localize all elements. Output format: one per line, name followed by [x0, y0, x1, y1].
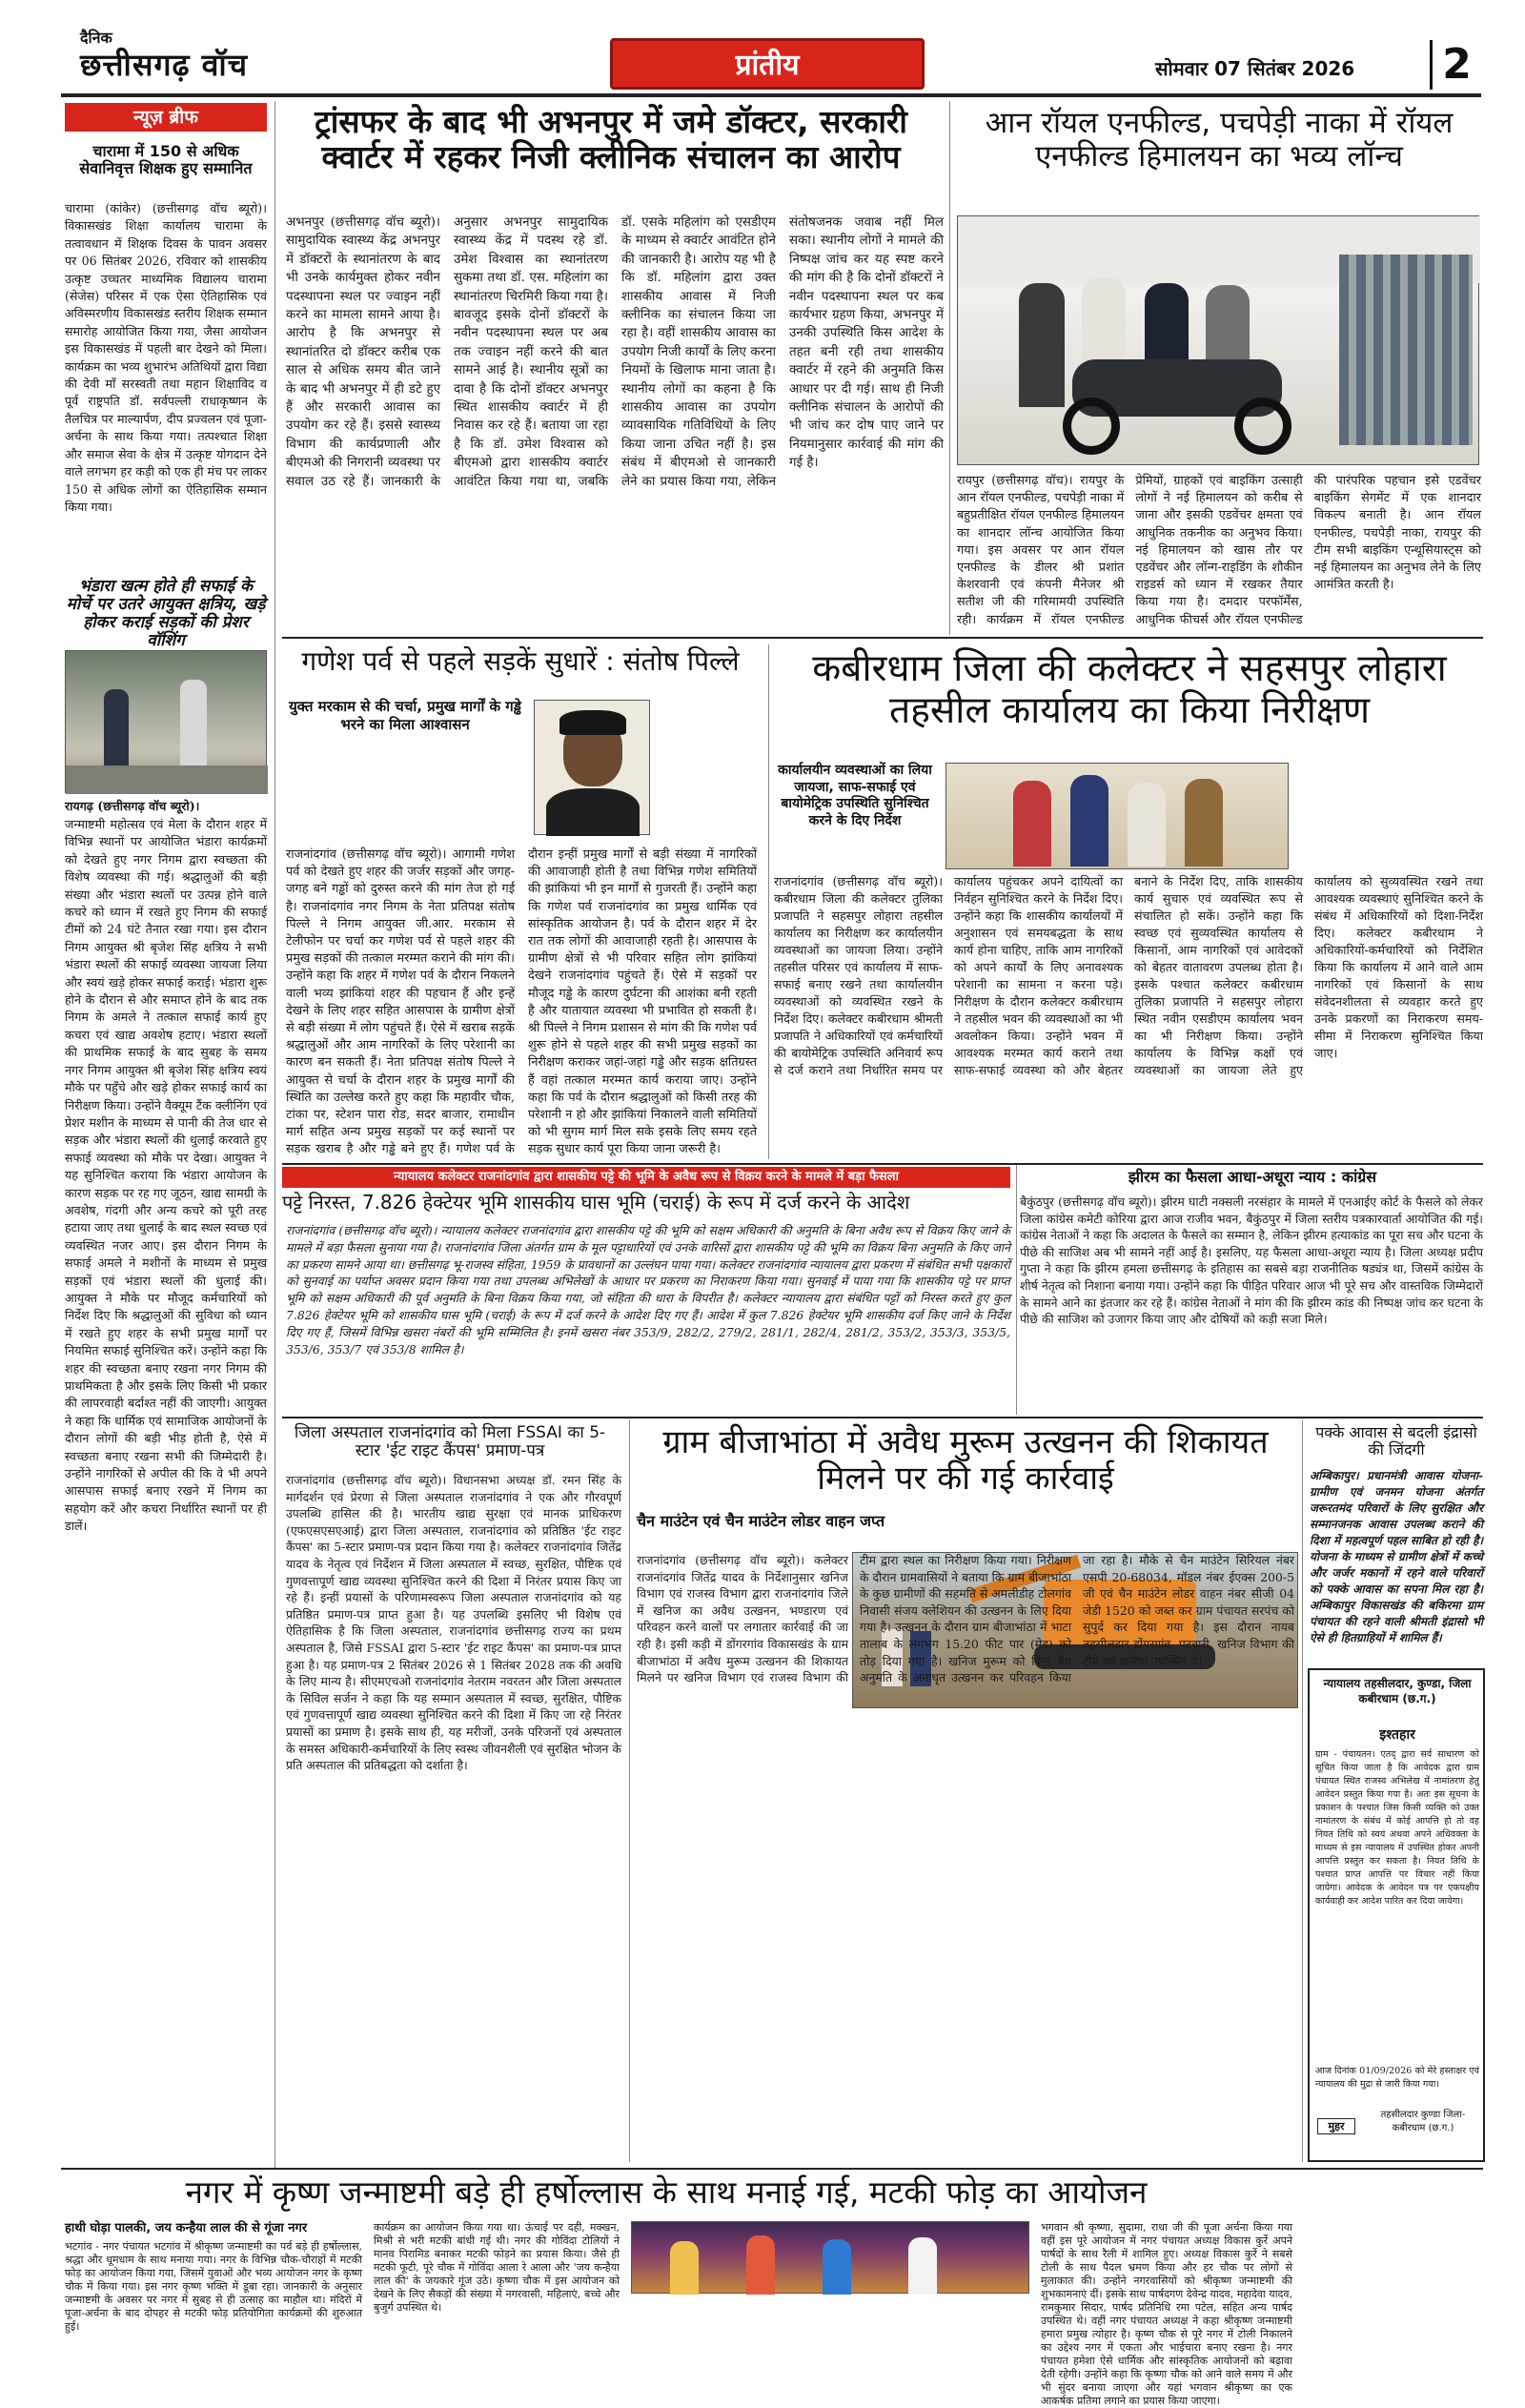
ganesh-body: राजनांदगांव (छत्तीसगढ़ वॉच ब्यूरो)। आगामी गणेश पर्व को देखते हुए शहर की जर्जर सड़कों और जगह-जगह बने गड्ढों को दुरुस्त करने की मांग तेज हो गई है। राजनांदगांव नगर निगम के नेता प्रतिपक्ष संतोष पिल्ले ने निगम आयुक्त जी.आर. मरकाम से टेलीफोन पर चर्चा कर गणेश पर्व से पहले शहर की प्रमुख सड़कों की तत्काल मरम्मत कराने की मांग की। उन्होंने कहा कि शहर में गणेश पर्व के दौरान निकलने वाली भव्य झांकियां शहर की पहचान हैं और इन्हें देखने के लिए शहर सहित आसपास के ग्रामीण क्षेत्रों से बड़ी संख्या में लोग पहुंचते हैं। ऐसे में खराब सड़कें श्रद्धालुओं और आम नागरिकों के लिए परेशानी का कारण बन सकती हैं। नेता प्रतिपक्ष संतोष पिल्ले ने आयुक्त से चर्चा के दौरान शहर के प्रमुख मार्गों की स्थिति का उल्लेख करते हुए कहा कि महावीर चौक, टांका पर, स्टेशन पारा रोड, सदर बाजार, रामाधीन मार्ग सहित अन्य प्रमुख सड़कों पर कई स्थानों पर सड़क खराब है और गड्ढे बने हुए हैं। गणेश पर्व के दौरान इन्हीं प्रमुख मार्गों से बड़ी संख्या में नागरिकों की आवाजाही होती है तथा विभिन्न गणेश समितियों की झांकियां भी इन मार्गों से गुजरती हैं। उन्होंने कहा कि गणेश पर्व राजनांदगांव का प्रमुख धार्मिक एवं सांस्कृतिक आयोजन है। पर्व के दौरान शहर में देर रात तक लोगों की आवाजाही रहती है। आसपास के ग्रामीण क्षेत्रों से भी परिवार सहित लोग झांकियां देखने राजनांदगांव पहुंचते हैं। ऐसे में सड़कों पर मौजूद गड्ढे के कारण दुर्घटना की आशंका बनी रहती है और यातायात व्यवस्था भी प्रभावित हो सकती है। श्री पिल्ले ने निगम प्रशासन से मांग की कि गणेश पर्व शुरू होने से पहले शहर की सभी प्रमुख सड़कों का निरीक्षण कराकर जहां-जहां गड्ढे और सड़क क्षतिग्रस्त हैं वहां तत्काल मरम्मत कार्य कराया जाए। उन्होंने कहा कि पर्व के दौरान श्रद्धालुओं को किसी तरह की परेशानी न हो और झांकियां निकालने वाली समितियों को भी सुगम मार्ग मिल सके इसके लिए समय रहते सड़क सुधार कार्य पूरा किया जाना जरूरी है। — [286, 847, 757, 1157]
court-headline: पट्टे निरस्त, 7.826 हेक्टेयर भूमि शासकीय घास भूमि (चराई) के रूप में दर्ज करने के आदेश — [282, 1191, 910, 1214]
jheeram-body: बैकुंठपुर (छत्तीसगढ़ वॉच ब्यूरो)। झीरम घाटी नक्सली नरसंहार के मामले में एनआईए कोर्ट के फैसले को लेकर जिला कांग्रेस कमेटी कोरिया द्वारा आज राजीव भवन, बैकुंठपुर में जिला स्तरीय पत्रकारवार्ता आयोजित की गई। कांग्रेस नेताओं ने कहा कि अदालत के फैसले का सम्मान है, लेकिन झीरम हत्याकांड का पूरा सच और घटना के पीछे की साजिश अब भी सामने नहीं आई है। इसलिए, यह फैसला आधा-अधूरा न्याय है। जिला अध्यक्ष प्रदीप गुप्ता ने कहा कि झीरम हमला छत्तीसगढ़ के इतिहास का सबसे बड़ा राजनीतिक षड्यंत्र था, जिसमें कांग्रेस के शीर्ष नेतृत्व को निशाना बनाया गया। उन्होंने कहा कि पीड़ित परिवार आज भी पूरे सच और वास्तविक जिम्मेदारों के सामने आने का इंतजार कर रहे हैं। कांग्रेस नेताओं ने मांग की कि झीरम कांड की निष्पक्ष जांच कर घटना के पीछे की साजिश को उजागर किया जाए और दोषियों को कड़ी सजा मिले। — [1020, 1194, 1483, 1327]
notice-body: ग्राम - पंचायतन। एतद् द्वारा सर्व साधारण को सूचित किया जाता है कि आवेदक द्वारा ग्राम पंचायत स्थित राजस्व अभिलेख में नामांतरण हेतु आवेदन प्रस्तुत किया गया है। अतः इस सूचना के प्रकाशन के पश्चात जिस किसी व्यक्ति को उक्त नामांतरण के संबंध में कोई आपत्ति हो तो वह नियत तिथि को स्वयं अथवा अपने अधिवक्ता के माध्यम से इस न्यायालय में उपस्थित होकर अपनी आपत्ति प्रस्तुत कर सकता है। नियत तिथि के पश्चात प्राप्त आपत्ति पर विचार नहीं किया जायेगा। आवेदक के आवेदन पत्र पर एकपक्षीय कार्यवाही कर आदेश पारित कर दिया जायेगा। — [1315, 1749, 1479, 1907]
page-number: 2 — [1430, 40, 1481, 90]
masthead-rule — [61, 93, 1481, 97]
brief-headline-2: भंडारा खत्म होते ही सफाई के मोर्चे पर उतरे आयुक्त क्षत्रिय, खड़े होकर कराई सड़कों की प्रेशर वॉशिंग — [66, 577, 266, 651]
fssai-body: राजनांदगांव (छत्तीसगढ़ वॉच ब्यूरो)। विधानसभा अध्यक्ष डॉ. रमन सिंह के मार्गदर्शन एवं प्रेरणा से जिला अस्पताल राजनांदगांव ने एक और गौरवपूर्ण उपलब्धि हासिल की है। भारतीय खाद्य सुरक्षा एवं मानक प्राधिकरण (एफएसएसएआई) द्वारा जिला अस्पताल, राजनांदगांव को प्रतिष्ठित 'ईट राइट कैंपस' का 5-स्टार प्रमाण-पत्र प्रदान किया गया है। कलेक्टर राजनांदगांव जितेंद्र यादव के नेतृत्व एवं निर्देशन में जिला अस्पताल में स्वच्छ, सुरक्षित, पौष्टिक एवं गुणवत्तापूर्ण खाद्य व्यवस्था सुनिश्चित करने की दिशा में निरंतर प्रयास किए जा रहे हैं। इन्हीं प्रयासों के परिणामस्वरूप जिला अस्पताल राजनांदगांव को यह प्रतिष्ठित प्रमाण-पत्र प्राप्त हुआ है। यह उपलब्धि इसलिए भी विशेष एवं ऐतिहासिक है कि जिला अस्पताल, राजनांदगांव छत्तीसगढ़ राज्य का प्रथम अस्पताल है, जिसे FSSAI द्वारा 5-स्टार 'ईट राइट कैंपस' का प्रमाण-पत्र प्राप्त हुआ है। यह प्रमाण-पत्र 2 सितंबर 2026 से 1 सितंबर 2028 तक की अवधि के लिए मान्य है। सीएमएचओ राजनांदगांव नेतराम नवरतन और जिला अस्पताल के सिविल सर्जन ने कहा कि यह सम्मान अस्पताल में स्वच्छ, सुरक्षित, पौष्टिक एवं गुणवत्तापूर्ण खाद्य व्यवस्था सुनिश्चित करने की दिशा में किए जा रहे निरंतर प्रयासों का प्रमाण है। इसके साथ ही, यह मरीजों, उनके परिजनों एवं अस्पताल के समस्त अधिकारी-कर्मचारियों के लिए स्वस्थ जीवनशैली एवं सुरक्षित भोजन के प्रति अस्पताल की प्रतिबद्धता को दर्शाता है। — [286, 1473, 621, 1773]
brief-dateline-2: रायगढ़ (छत्तीसगढ़ वॉच ब्यूरो)। — [65, 799, 200, 813]
section-label: प्रांतीय — [735, 49, 800, 82]
column-rule — [949, 101, 950, 635]
enfield-body: रायपुर (छत्तीसगढ़ वॉच)। रायपुर के आन रॉयल एनफील्ड, पचपेड़ी नाका में बहुप्रतीक्षित रॉयल एनफील्ड हिमालयन का शानदार लॉन्च आयोजित किया गया। इस अवसर पर आन रॉयल एनफील्ड के डीलर श्री प्रशांत केशरवानी एवं कंपनी मैनेजर श्री सतीश जी की गरिमामयी उपस्थिति रही। कार्यक्रम में रॉयल एनफील्ड प्रेमियों, ग्राहकों एवं बाइकिंग उत्साही लोगों ने नई हिमालयन को करीब से जाना और इसकी एडवेंचर क्षमता एवं आधुनिक तकनीक का अनुभव किया। नई हिमालयन को खास तौर पर एडवेंचर और लॉन्ग-राइडिंग के शौकीन राइडर्स को ध्यान में रखकर तैयार किया गया है। दमदार परफॉर्मेंस, आधुनिक फीचर्स और रॉयल एनफील्ड की पारंपरिक पहचान इसे एडवेंचर बाइकिंग सेगमेंट में एक शानदार विकल्प बनाती है। आन रॉयल एनफील्ड, पचपेड़ी नाका, रायपुर की टीम सभी बाइकिंग एन्थूसियास्ट्स को नई हिमालयन का अनुभव लेने के लिए आमंत्रित करती है। — [957, 474, 1481, 627]
notice-date: आज दिनांक 01/09/2026 को मेरे हस्ताक्षर एवं न्यायालय की मुद्रा से जारी किया गया। — [1315, 2066, 1479, 2090]
murrum-headline: ग्राम बीजाभांठा में अवैध मुरूम उत्खनन की शिकायत मिलने पर की गई कार्रवाई — [662, 1423, 1269, 1499]
column-rule — [274, 101, 275, 2170]
ganesh-portrait — [534, 700, 650, 835]
section-rule — [282, 637, 1483, 639]
awas-headline: पक्के आवास से बदली इंद्रासो की जिंदगी — [1315, 1423, 1477, 1459]
issue-date: सोमवार 07 सितंबर 2026 — [1155, 57, 1355, 80]
section-rule — [282, 1163, 1483, 1165]
brief-headline-1: चारामा में 150 से अधिक सेवानिवृत्त शिक्षक हुए सम्मानित — [79, 142, 253, 177]
masthead-daily: दैनिक — [80, 29, 112, 47]
murrum-body: राजनांदगांव (छत्तीसगढ़ वॉच ब्यूरो)। कलेक्टर राजनांदगांव जितेंद्र यादव के निर्देशानुसार खनिज विभाग एवं राजस्व विभाग द्वारा राजनांदगांव जिले में खनिज का अवैध उत्खनन, भण्डारण एवं परिवहन करने वालों पर लगातार कार्रवाई की जा रही है। इसी कड़ी में डोंगरगांव विकासखंड के ग्राम बीजाभांठा में अवैध मुरूम उत्खनन की शिकायत मिलने पर खनिज विभाग एवं राजस्व विभाग की टीम द्वारा स्थल का निरीक्षण किया गया। निरीक्षण के दौरान ग्रामवासियों ने बताया कि ग्राम बीजाभांठा के कुछ ग्रामीणों की सहमति से अमलीडीह टोलगांव निवासी संजय क्लेशियन की उत्खनन के लिए दिया गया है। उत्खनन के दौरान ग्राम बीजाभांठा में भाटा तालाब के लगभग 15.20 फीट पार (मेड) को तोड़ दिया गया है। खनिज मुरूम को बिना वैध अनुमति के अनाधृत उत्खनन कर परिवहन किया जा रहा है। मौके से चैन माउंटेन सिरियल नंबर एसपी 20-68034, मॉडल नंबर ईएक्स 200-5 जी एवं चैन माउंटेन लोडर वाहन नंबर सीजी 04 जेडी 1520 को जब्त कर ग्राम पंचायत सरपंच को सुपुर्द कर दिया गया है। इस दौरान नायब तहसीलदार डोंगरगांव, पटवारी, खनिज विभाग की टीम एवं ग्रामीण उपस्थित थे। — [637, 1553, 1294, 1685]
notice-office: न्यायालय तहसीलदार, कुण्डा, जिला कबीरधाम (छ.ग.) — [1323, 1677, 1472, 1705]
ganesh-headline: गणेश पर्व से पहले सड़कें सुधारें : संतोष पिल्ले — [301, 645, 740, 677]
notice-seal: मुहर — [1317, 2118, 1355, 2134]
janmashtami-subhead-1: हाथी घोड़ा पालकी, जय कन्हैया लाल की से गूंजा नगर — [65, 2221, 308, 2235]
enfield-headline: आन रॉयल एनफील्ड, पचपेड़ी नाका में रॉयल एनफील्ड हिमालयन का भव्य लॉन्च — [985, 106, 1454, 173]
court-body: राजनांदगांव (छत्तीसगढ़ वॉच ब्यूरो)। न्यायालय कलेक्टर राजनांदगांव द्वारा शासकीय पट्टे की भूमि को सक्षम अधिकारी की अनुमति के बिना अवैध रूप से विक्रय किए जाने के मामले में बड़ा फैसला सुनाया गया है। राजनांदगांव जिला अंतर्गत ग्राम के मूल पट्टाधारियों एवं उनके वारिसों द्वारा शासकीय पट्टे की भूमि का विक्रय बिना अनुमति के किए जाने का प्रकरण सामने आया था। छत्तीसगढ़ भू-राजस्व संहिता, 1959 के प्रावधानों का उल्लंघन पाया गया। कलेक्टर राजनांदगांव न्यायालय द्वारा प्रकरण में संबंधित सभी पक्षकारों को सुनवाई का पर्याप्त अवसर प्रदान किया गया तथा उपलब्ध अभिलेखों के आधार पर प्रकरण का निराकरण किया गया। सुनवाई में पाया गया कि शासकीय पट्टे पर प्राप्त भूमि को सक्षम अधिकारी की पूर्व अनुमति के बिना विक्रय किया गया, जो संहिता की धारा के विपरीत है। कलेक्टर न्यायालय द्वारा संबंधित पट्टों को निरस्त करते हुए कुल 7.826 हेक्टेयर भूमि को शासकीय घास भूमि (चराई) के रूप में दर्ज करने के आदेश दिए गए हैं। आदेश में कुल 7.826 हेक्टेयर भूमि शासकीय दर्ज किए जाने के निर्देश दिए गए हैं, जिसमें विभिन्न खसरा नंबरों की भूमि सम्मिलित है। इनमें खसरा नंबर 353/9, 282/2, 279/2, 281/1, 282/4, 281/2, 353/2, 353/3, 353/5, 353/6, 353/7 एवं 353/8 शामिल है। — [286, 1223, 1010, 1357]
notice-title: इश्तहार — [1379, 1727, 1415, 1743]
court-notice — [1308, 1668, 1485, 2162]
brief-photo — [65, 650, 267, 793]
jheeram-headline: झीरम का फैसला आधा-अधूरा न्याय : कांग्रेस — [1128, 1168, 1377, 1186]
murrum-subhead: चैन माउंटेन एवं चैन माउंटेन लोडर वाहन जप्त — [637, 1512, 885, 1530]
column-rule — [629, 1420, 630, 2162]
janmashtami-body-5: भगवान श्री कृष्णा, सुदामा, राधा जी की पूजा अर्चना किया गया वहीं इस पूरे आयोजन में नगर पंचायत अध्यक्ष विकास कुर्रे अपने पार्षदों के साथ रैली में शामिल हुए। अध्यक्ष विकास कुर्रे ने सबसे टोली के साथ पैदल भ्रमण किया और हर चौक पर लोगों से मुलाकात की। उन्होंने नगरवासियों को श्रीकृष्ण जन्माष्टमी की शुभकामनाएं दीं। इसके साथ पार्षदगण देवेन्द्र यादव, महादेवा यादव, रामकुमार सिदार, पार्षद प्रतिनिधि रमा पटेल, सहित अन्य पार्षद उपस्थित थे। वहीं नगर पंचायत अध्यक्ष ने कहा श्रीकृष्ण जन्माष्टमी हमारा प्रमुख त्योहार है। कृष्ण चौक से पूरे नगर में टोली निकालने का उद्देश्य नगर में एकता और भाईचारा बनाए रखना है। नगर पंचायत हमेशा ऐसे धार्मिक और सांस्कृतिक आयोजनों को बढ़ावा देती रहेगी। उन्होंने कहा कि कृष्णा चौक को आने वाले समय में और भी सुंदर बनाया जाएगा और यहां भगवान श्रीकृष्ण का एक आकर्षक प्रतिमा लगाने का प्रयास किया जाएगा। — [1041, 2221, 1292, 2407]
kawardha-subhead: कार्यालयीन व्यवस्थाओं का लिया जायजा, साफ-सफाई एवं बायोमेट्रिक उपस्थिति सुनिश्चित करने के दिए निर्देश — [778, 763, 932, 828]
kawardha-headline: कबीरधाम जिला की कलेक्टर ने सहसपुर लोहारा तहसील कार्यालय का किया निरीक्षण — [812, 647, 1447, 732]
lead-headline: ट्रांसफर के बाद भी अभनपुर में जमे डॉक्टर, सरकारी क्वार्टर में रहकर निजी क्लीनिक संचालन का आरोप — [315, 103, 907, 175]
masthead-title: छत्तीसगढ़ वॉच — [80, 47, 249, 83]
column-rule — [1302, 1420, 1303, 2162]
court-kicker: न्यायालय कलेक्टर राजनांदगांव द्वारा शासकीय पट्टे की भूमि के अवैध रूप से विक्रय करने के मामले में बड़ा फैसला — [282, 1167, 1010, 1188]
brief-body-1: चारामा (कांकेर) (छत्तीसगढ़ वॉच ब्यूरो)। विकासखंड शिक्षा कार्यालय चारामा के तत्वावधान में शिक्षक दिवस के पावन अवसर पर 06 सितंबर 2026, रविवार को शासकीय उत्कृष्ट उच्चतर माध्यमिक विद्यालय चारामा (सेजेस) परिसर में एक ऐसा ऐतिहासिक एवं अविस्मरणीय विकासखंड स्तरीय शिक्षक सम्मान समारोह आयोजित किया गया, जैसा आयोजन इस विकासखंड में पहली बार देखने को मिला। कार्यक्रम का भव्य शुभारंभ अतिथियों द्वारा विद्या की देवी माँ सरस्वती तथा महान शिक्षाविद व पूर्व राष्ट्रपति डॉ. सर्वपल्ली राधाकृष्णन के तैलचित्र पर माल्यार्पण, दीप प्रज्वलन एवं पूजा-अर्चना के साथ किया गया। तत्पश्चात शिक्षा और समाज सेवा के क्षेत्र में उत्कृष्ट योगदान देने वाले लगभग हर कड़ी को एक ही मंच पर लाकर 150 से अधिक लोगों का ऐतिहासिक सम्मान किया गया। — [65, 201, 267, 514]
kawardha-body: राजनांदगांव (छत्तीसगढ़ वॉच ब्यूरो)। कबीरधाम जिला की कलेक्टर तुलिका प्रजापति ने सहसपुर लोहारा तहसील कार्यालय का निरीक्षण कर कार्यालयीन व्यवस्थाओं का जायजा लिया। उन्होंने तहसील परिसर एवं कार्यालय में साफ-सफाई बनाए रखने तथा कार्यालयीन व्यवस्थाओं को व्यवस्थित रखने के निर्देश दिए। कलेक्टर कबीरधाम श्रीमती प्रजापति ने अधिकारियों एवं कर्मचारियों की बायोमेट्रिक उपस्थिति अनिवार्य रूप से दर्ज कराने तथा निर्धारित समय पर कार्यालय पहुंचकर अपने दायित्वों का निर्वहन सुनिश्चित करने के निर्देश दिए। उन्होंने कहा कि शासकीय कार्यालयों में अनुशासन एवं समयबद्धता के साथ कार्य होना चाहिए, ताकि आम नागरिकों को अपने कार्यों के लिए अनावश्यक परेशानी का सामना न करना पड़े। निरीक्षण के दौरान कलेक्टर कबीरधाम ने तहसील भवन की व्यवस्थाओं का भी अवलोकन किया। उन्होंने भवन में आवश्यक मरम्मत कार्य कराने तथा साफ-सफाई व्यवस्था को और बेहतर बनाने के निर्देश दिए, ताकि शासकीय कार्य सुचारु एवं व्यवस्थित रूप से संचालित हो सकें। उन्होंने कहा कि स्वच्छ एवं सुव्यवस्थित कार्यालय से किसानों, आम नागरिकों एवं आवेदकों को बेहतर वातावरण उपलब्ध होता है। इसके पश्चात कलेक्टर कबीरधाम तुलिका प्रजापति ने सहसपुर लोहारा स्थित नवीन एसडीएम कार्यालय भवन का भी निरीक्षण किया। उन्होंने कार्यालय के विभिन्न कक्षों एवं व्यवस्थाओं का जायजा लेते हुए कार्यालय को सुव्यवस्थित रखने तथा आवश्यक व्यवस्थाएं सुनिश्चित करने के संबंध में अधिकारियों को दिशा-निर्देश दिए। कलेक्टर कबीरधाम ने अधिकारियों-कर्मचारियों को निर्देशित किया कि कार्यालय में आने वाले आम नागरिकों एवं किसानों के साथ संवेदनशीलता से व्यवहार करते हुए उनके प्रकरणों का निराकरण समय-सीमा में निराकरण सुनिश्चित किया जाए। — [774, 874, 1483, 1077]
janmashtami-photo — [631, 2221, 1029, 2294]
section-rule — [282, 1417, 1483, 1418]
janmashtami-headline: नगर में कृष्ण जन्माष्टमी बड़े ही हर्षोल्लास के साथ मनाई गई, मटकी फोड़ का आयोजन — [185, 2173, 1148, 2211]
news-brief-label: न्यूज़ ब्रीफ — [65, 103, 267, 132]
awas-body: अम्बिकापुर। प्रधानमंत्री आवास योजना-ग्रामीण एवं जनमन योजना अंतर्गत जरूरतमंद परिवारों के लिए सुरक्षित और सम्मानजनक आवास उपलब्ध कराने की दिशा में महत्वपूर्ण पहल साबित हो रही है। योजना के माध्यम से ग्रामीण क्षेत्रों में कच्चे और जर्जर मकानों में रहने वाले परिवारों को पक्के आवास का सपना मिल रहा है। अम्बिकापुर विकासखंड की बकिरमा ग्राम पंचायत की रहने वाली श्रीमती इंद्रासो भी ऐसे ही हितग्राहियों में शामिल हैं। — [1310, 1469, 1483, 1644]
ganesh-subhead: युक्त मरकाम से की चर्चा, प्रमुख मार्गों के गड्ढे भरने का मिला आश्वासन — [289, 698, 521, 733]
masthead — [0, 0, 1525, 95]
janmashtami-body-1: भटगांव - नगर पंचायत भटगांव में श्रीकृष्ण जन्माष्टमी का पर्व बड़े ही हर्षोल्लास, श्रद्धा और धूमधाम के साथ मनाया गया। नगर के विभिन्न चौक-चौराहों में मटकी फोड़ का आयोजन किया गया, जिसमें युवाओं और भव्य आयोजन नगर के कृष्ण चौक में किया गया। इस नगर कृष्ण भक्ति में डूबा रहा। जानकारी के अनुसार जन्माष्टमी के अवसर पर नगर में सुबह से ही उत्साह का माहौल था। मंदिरों में पूजा-अर्चना के बाद दोपहर से मटकी फोड़ प्रतियोगिता कार्यक्रमों की शुरुआत हुई। — [65, 2240, 362, 2333]
janmashtami-body-3: कार्यक्रम का आयोजन किया गया था। ऊंचाई पर दही, मक्खन, मिश्री से भरी मटकी बांधी गई थी। नगर की गोविंदा टोलियों ने मानव पिरामिड बनाकर मटकी फोड़ने का प्रयास किया। जैसे ही मटकी फूटी, पूरे चौक में गोविंदा आला रे आला और 'जय कन्हैया लाल की' के जयकारे गूंज उठे। कृष्णा चौक में इस आयोजन को देखने के लिए सैकड़ों की संख्या में नगरवासी, महिलाएं, बच्चे और बुजुर्ग उपस्थित थे। — [374, 2221, 620, 2314]
kawardha-photo — [946, 763, 1289, 869]
enfield-photo — [957, 215, 1479, 465]
column-rule — [768, 644, 769, 1159]
column-rule — [1016, 1165, 1017, 1415]
brief-body-2: जन्माष्टमी महोत्सव एवं मेला के दौरान शहर में विभिन्न स्थानों पर आयोजित भंडारा कार्यक्रमों को देखते हुए नगर निगम द्वारा स्वच्छता की विशेष व्यवस्था की गई। श्रद्धालुओं की बड़ी संख्या और भंडारा स्थलों पर उत्पन्न होने वाले कचरे को ध्यान में रखते हुए निगम की सफाई टीमों को 24 घंटे तैनात रखा गया। इस दौरान निगम आयुक्त श्री बृजेश सिंह क्षत्रिय ने सभी भंडारा स्थलों की सफाई व्यवस्था जायजा लिया और स्वयं खड़े होकर सफाई कराई। भंडारा शुरू होने के दौरान से और समाप्त होने के बाद तक निगम के अमले ने तत्काल सफाई कार्य हुए कचरा एवं खाद्य अवशेष हटाए। भंडारा स्थलों की प्राथमिक सफाई के बाद सुबह के समय नगर निगम आयुक्त श्री बृजेश सिंह क्षत्रिय स्वयं मौके पर पहुँचे और खड़े होकर सफाई कार्य का निरीक्षण किया। उन्होंने वैक्यूम टैंक क्लीनिंग एवं प्रेशर मशीन के माध्यम से पानी की तेज धार से सड़क और भंडारा स्थलों की धुलाई करवाते हुए सफाई व्यवस्था को मौके पर देखा। आयुक्त ने यह सुनिश्चित कराया कि भंडारा आयोजन के कारण सड़क पर रह गए जूठन, खाद्य सामग्री के अवशेष, गंदगी और अन्य कचरे को पूरी तरह हटाया जाए तथा धुलाई के बाद स्थल स्वच्छ एवं व्यवस्थित नजर आए। इस दौरान निगम के सफाई अमले ने मशीनों के माध्यम से प्रमुख सड़कों एवं भंडारा स्थलों की धुलाई की। आयुक्त ने मौके पर मौजूद कर्मचारियों को निर्देश दिए कि श्रद्धालुओं की सुविधा को ध्यान में रखते हुए शहर के सभी प्रमुख मार्गों पर नियमित सफाई सुनिश्चित करें। उन्होंने कहा कि शहर की स्वच्छता बनाए रखना नगर निगम की प्राथमिकता है और इसके लिए किसी भी प्रकार की लापरवाही बर्दाश्त नहीं की जाएगी। आयुक्त ने कहा कि धार्मिक एवं सामाजिक आयोजनों के दौरान लोगों की बड़ी भीड़ होती है, ऐसे में स्वच्छता बनाए रखना सभी की जिम्मेदारी है। उन्होंने नागरिकों से अपील की कि वे भी अपने आसपास सफाई बनाए रखने में निगम का सहयोग करें और कचरा निर्धारित स्थानों पर ही डालें। — [65, 817, 267, 1534]
lead-body: अभनपुर (छत्तीसगढ़ वॉच ब्यूरो)। सामुदायिक स्वास्थ्य केंद्र अभनपुर में डॉक्टरों के स्थानांतरण के बाद भी उनके कार्यमुक्त होकर नवीन पदस्थापना स्थल पर ज्वाइन नहीं करने का मामला सामने आया है। आरोप है कि अभनपुर से स्थानांतरित दो डॉक्टर करीब एक साल से अधिक समय बीत जाने के बाद भी अभनपुर में ही डटे हुए हैं और सरकारी आवास का उपयोग कर रहे हैं। इससे स्वास्थ्य विभाग की कार्यप्रणाली और बीएमओ की निगरानी व्यवस्था पर सवाल उठ रहे हैं। जानकारी के अनुसार अभनपुर सामुदायिक स्वास्थ्य केंद्र में पदस्थ रहे डॉ. उमेश विश्वास का स्थानांतरण सुकमा तथा डॉ. एस. महिलांग का स्थानांतरण चिरमिरी किया गया है। बावजूद इसके दोनों डॉक्टरों के नवीन पदस्थापना स्थल पर अब तक ज्वाइन नहीं करने की बात सामने आई है। स्थानीय सूत्रों का दावा है कि दोनों डॉक्टर अभनपुर स्थित शासकीय क्वार्टर में ही निवास कर रहे हैं। बताया जा रहा है कि डॉ. उमेश विश्वास को बीएमओ द्वारा शासकीय क्वार्टर आवंटित किया गया था, जबकि डॉ. एसके महिलांग को एसडीएम के माध्यम से क्वार्टर आवंटित होने की जानकारी है। आरोप यह भी है कि डॉ. महिलांग द्वारा उक्त शासकीय आवास में निजी क्लीनिक का संचालन किया जा रहा है। वहीं शासकीय आवास का उपयोग निजी कार्यों के लिए करना नियमों के खिलाफ माना जाता है। स्थानीय लोगों का कहना है कि शासकीय आवास का उपयोग व्यावसायिक गतिविधियों के लिए किया जाना उचित नहीं है। इस संबंध में बीएमओ से जानकारी लेने का प्रयास किया गया, लेकिन संतोषजनक जवाब नहीं मिल सका। स्थानीय लोगों ने मामले की निष्पक्ष जांच कर यह स्पष्ट करने की मांग की है कि दोनों डॉक्टरों ने नवीन पदस्थापना स्थल पर कब कार्यभार ग्रहण किया, अभनपुर में उनकी उपस्थिति किस आदेश के तहत बनी रही तथा शासकीय क्वार्टर में रहने की अनुमति किस आधार पर दी गई। साथ ही निजी क्लीनिक संचालन के आरोपों की भी जांच कर दोष पाए जाने पर नियमानुसार कार्रवाई की मांग की गई है। — [286, 215, 944, 489]
fssai-headline: जिला अस्पताल राजनांदगांव को मिला FSSAI का 5-स्टार 'ईट राइट कैंपस' प्रमाण-पत्र — [294, 1423, 606, 1461]
notice-signature: तहसीलदार कुण्डा जिला-कबीरधाम (छ.ग.) — [1380, 2110, 1466, 2133]
section-rule — [61, 2168, 1483, 2170]
